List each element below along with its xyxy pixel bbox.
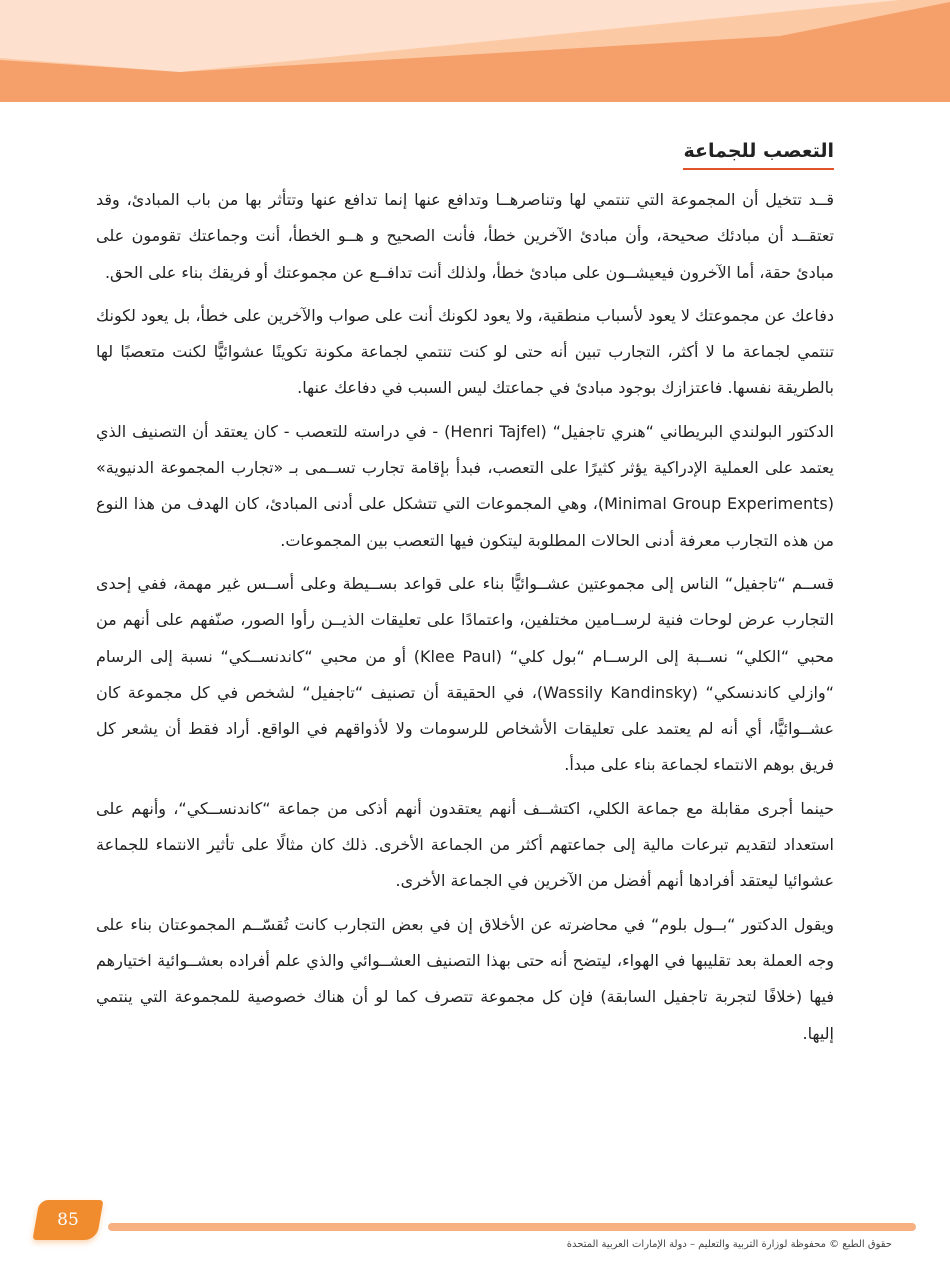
paragraph-1: قــد تتخيل أن المجموعة التي تنتمي لها وتناصرهــا وتدافع عنها إنما تدافع عنها وتتأثر بها من باب المبادئ، وقد تعتقــد أن مبادئك صحيحة، وأن مبادئ الآخرين خطأ، فأنت الصحيح و هــو الخطأ، أنت وجماعتك تقومون على مبادئ حقة، أما الآخرون فيعيشــون على مبادئ خطأ، ولذلك أنت تدافــع عن مجموعتك أو فريقك بناء على الحق. [96,190,834,282]
section-title: التعصب للجماعة [683,140,834,170]
paragraph-2: دفاعك عن مجموعتك لا يعود لأسباب منطقية، ولا يعود لكونك أنت على صواب والآخرين على خطأ، بل يعود لكونك تنتمي لجماعة ما لا أكثر، التجارب تبين أنه حتى لو كنت تنتمي لجماعة مكونة تكوينًا عشوائيًّا لكنت متعصبًا لها بالطريقة نفسها. فاعتزازك بوجود مبادئ في جماعتك ليس السبب في دفاعك عنها. [96,305,834,398]
header-banner-graphic [0,0,950,102]
copyright-notice: حقوق الطبع © محفوظة لوزارة التربية والتعليم – دولة الإمارات العربية المتحدة [566,1239,892,1250]
article [96,140,834,1059]
footer-bar [108,1223,916,1231]
paragraph-4: قســم “تاجفيل“ الناس إلى مجموعتين عشــوائيًّا بناء على قواعد بســيطة وعلى أســس غير مهمة، ففي إحدى التجارب عرض لوحات فنية لرســامين مختلفين، واعتمادًا على تعليقات الذيــن رأوا الصور، صنّفهم على أنهم من محبي “الكلي“ نســبة إلى الرســام “بول كلي“ (Klee Paul) أو من محبي “كاندنســكي“ نسبة إلى الرسام “وازلي كاندنسكي“ (Wassily Kandinsky)، في الحقيقة أن تصنيف “تاجفيل“ لشخص في كل مجموعة كان عشــوائيًّا، أي أنه لم يعتمد على تعليقات الأشخاص للرسومات ولا لأذواقهم في الواقع. أراد فقط أن يشعر كل فريق بوهم الانتماء لجماعة بناء على مبدأ. [96,573,834,775]
paragraph-3: الدكتور البولندي البريطاني “هنري تاجفيل“ (Henri Tajfel) - في دراسته للتعصب - كان يعتقد أن التصنيف الذي يعتمد على العملية الإدراكية يؤثر كثيرًا على التعصب، فبدأ بإقامة تجارب تســمى بـ «تجارب المجموعة الدنيوية» (Minimal Group Experiments)، وهي المجموعات التي تتشكل على أدنى المبادئ، كان الهدف من هذا النوع من هذه التجارب معرفة أدنى الحالات المطلوبة ليتكون فيها التعصب بين المجموعات. [96,421,834,550]
paragraph-5: حينما أجرى مقابلة مع جماعة الكلي، اكتشــف أنهم يعتقدون أنهم أذكى من جماعة “كاندنســكي“، وأنهم على استعداد لتقديم تبرعات مالية إلى جماعتهم أكثر من الجماعة الأخرى. ذلك كان مثالًا على تأثير الانتماء للجماعة عشوائيا ليعتقد أفرادها أنهم أفضل من الآخرين في الجماعة الأخرى. [96,798,834,891]
page-number: 85 [57,1210,79,1230]
paragraph-6: ويقول الدكتور “بــول بلوم“ في محاضرته عن الأخلاق إن في بعض التجارب كانت تُقسّــم المجموعتان بناء على وجه العملة بعد تقليبها في الهواء، ليتضح أنه حتى بهذا التصنيف العشــوائي والذي علم أفراده بعشــوائية اختيارهم فيها (خلافًا لتجربة تاجفيل السابقة) فإن كل مجموعة تتصرف كما لو أن هناك خصوصية للمجموعة التي ينتمي إليها. [96,914,834,1043]
header-banner [0,0,950,102]
